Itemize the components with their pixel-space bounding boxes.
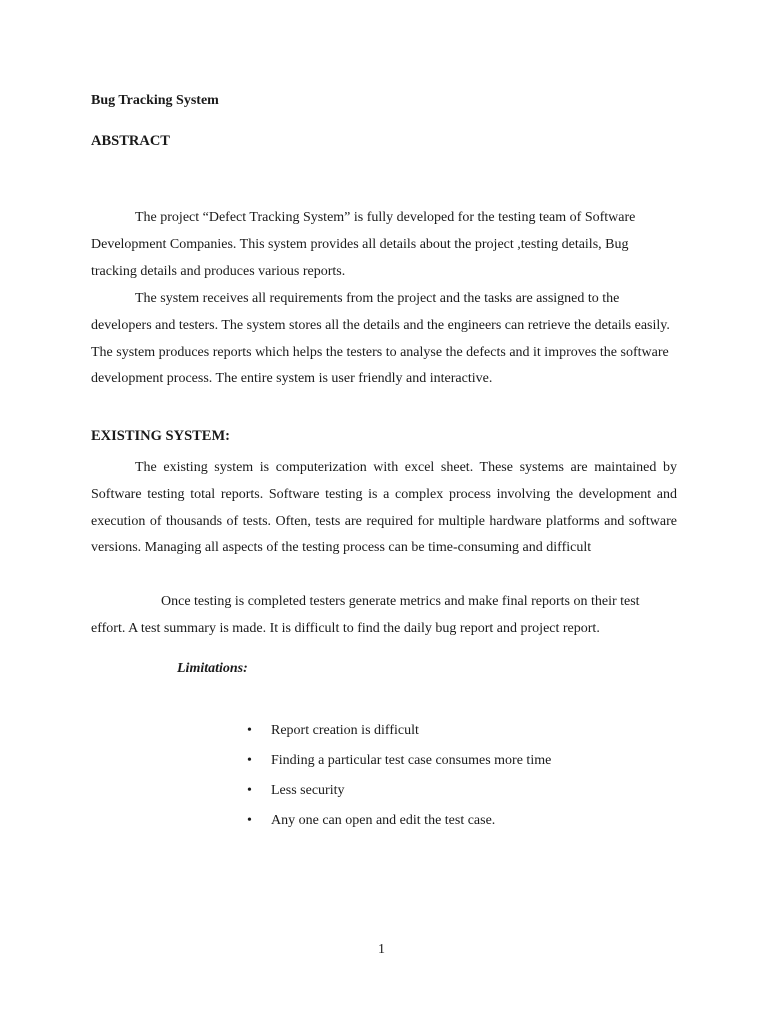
bullet-icon: • xyxy=(247,813,252,828)
abstract-paragraph-1: The project “Defect Tracking System” is fully developed for the testing team of Software Development Companies. This system provides all details about the project ,testing details, Bug tracking details and produces various reports. xyxy=(91,210,636,279)
bullet-icon: • xyxy=(247,783,252,798)
list-item xyxy=(247,806,551,836)
list-item xyxy=(247,716,551,746)
limitation-text: Report creation is difficult xyxy=(271,723,419,738)
bullet-icon: • xyxy=(247,753,252,768)
limitation-text: Any one can open and edit the test case. xyxy=(271,813,496,828)
limitation-text: Less security xyxy=(271,783,345,798)
bullet-icon: • xyxy=(247,723,252,738)
list-item xyxy=(247,776,551,806)
page-number: 1 xyxy=(378,942,385,957)
abstract-heading: ABSTRACT xyxy=(91,133,170,149)
limitation-text: Finding a particular test case consumes more time xyxy=(271,753,552,768)
document-title: Bug Tracking System xyxy=(91,93,219,108)
limitations-list xyxy=(247,716,551,836)
existing-system-paragraph-1: The existing system is computerization with excel sheet. These systems are maintained by Software testing total reports. Software testing is a complex process involving the development and execution of thousands of tests. Often, tests are required for multiple hardware platforms and software versions. Managing all aspects of the testing process can be time-consuming and difficult xyxy=(91,460,677,556)
existing-system-paragraph-2: Once testing is completed testers generate metrics and make final reports on their test effort. A test summary is made. It is difficult to find the daily bug report and project report. xyxy=(91,594,640,636)
limitations-label: Limitations: xyxy=(177,661,248,676)
list-item xyxy=(247,746,551,776)
abstract-paragraph-2: The system receives all requirements from the project and the tasks are assigned to the developers and testers. The system stores all the details and the engineers can retrieve the details easily. The system produces reports which helps the testers to analyse the defects and it improves the software development process. The entire system is user friendly and interactive. xyxy=(91,291,670,387)
existing-system-heading: EXISTING SYSTEM: xyxy=(91,428,230,444)
